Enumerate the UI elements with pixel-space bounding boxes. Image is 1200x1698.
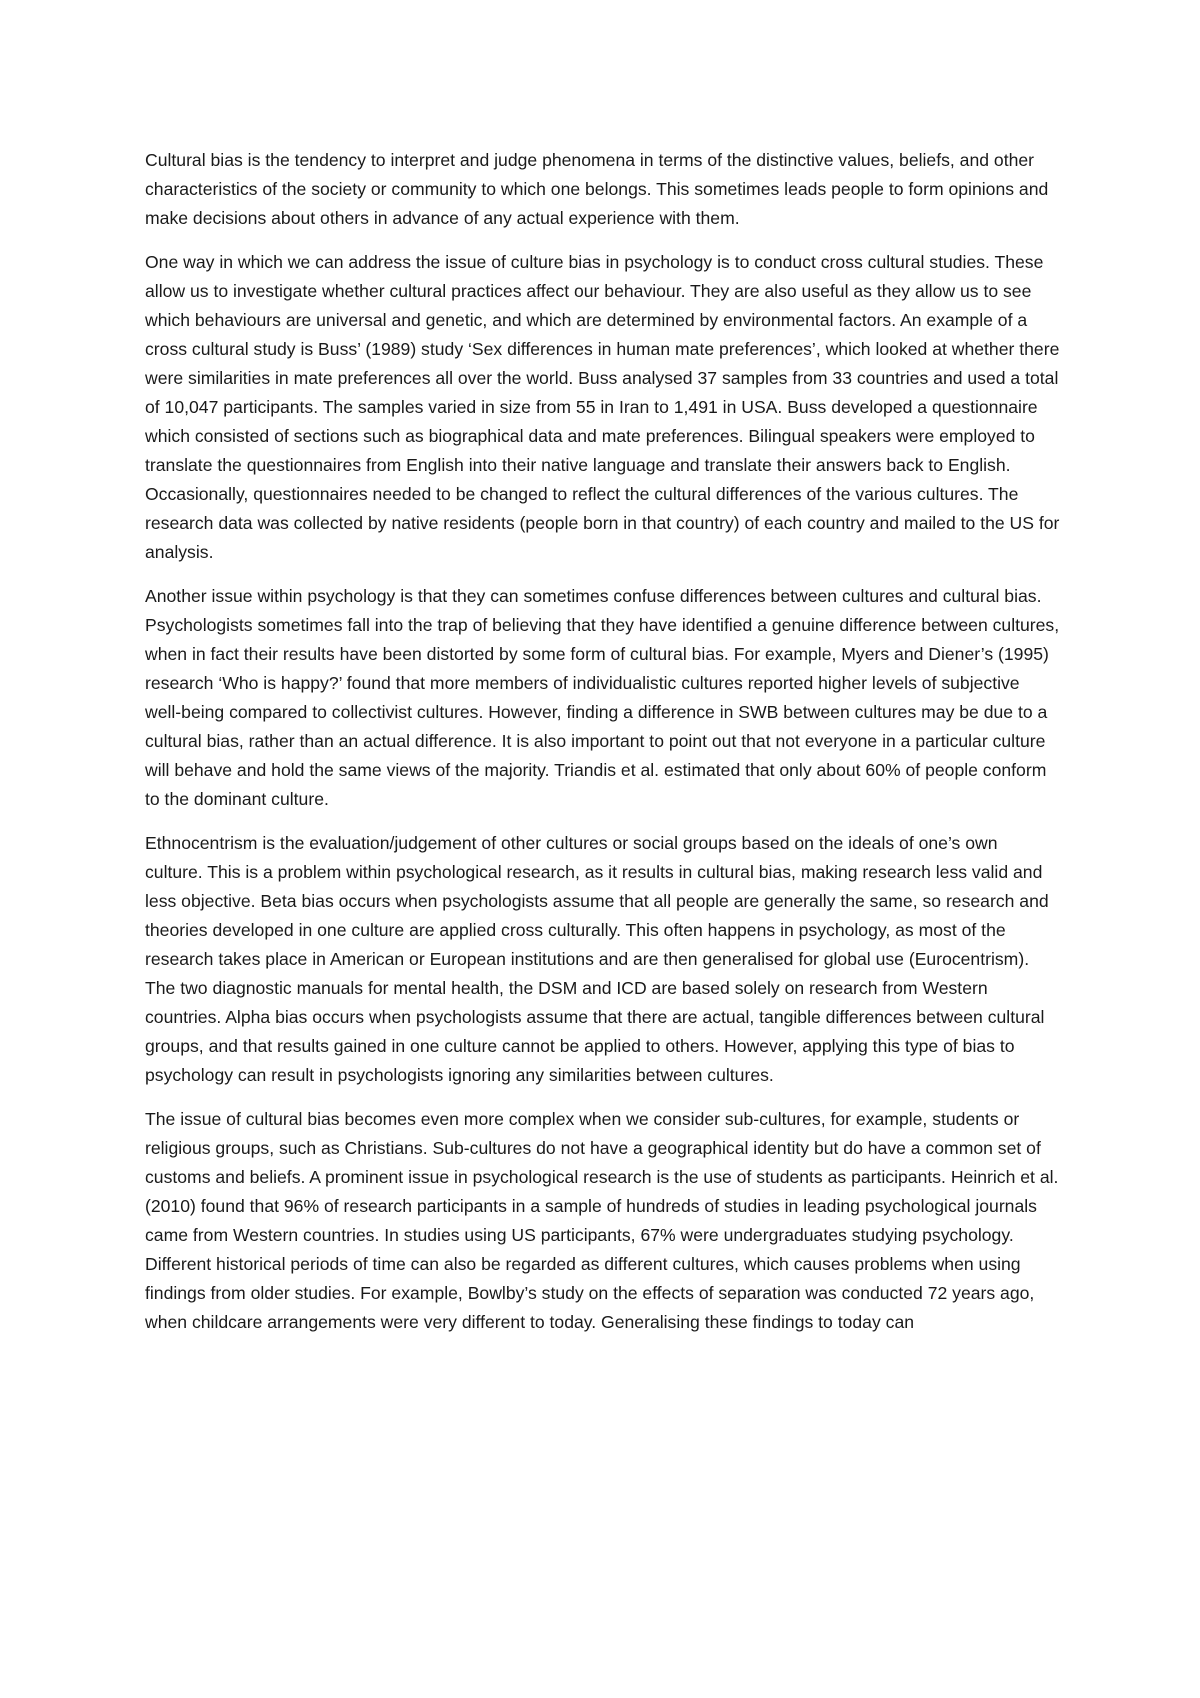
paragraph-cultural-bias-definition: Cultural bias is the tendency to interpret and judge phenomena in terms of the distinctive values, beliefs, and other characteristics of the society or community to which one belongs. This sometimes leads people to form opinions and make decisions about others in advance of any actual experience with them. (145, 150, 1049, 228)
paragraph-sub-cultures: The issue of cultural bias becomes even more complex when we consider sub-cultures, for example, students or religious groups, such as Christians. Sub-cultures do not have a geographical identity but do have a common set of customs and beliefs. A prominent issue in psychological research is the use of students as participants. Heinrich et al. (2010) found that 96% of research participants in a sample of hundreds of studies in leading psychological journals came from Western countries. In studies using US participants, 67% were undergraduates studying psychology. Different historical periods of time can also be regarded as different cultures, which causes problems when using findings from older studies. For example, Bowlby’s study on the effects of separation was conducted 72 years ago, when childcare arrangements were very different to today. Generalising these findings to today can (145, 1109, 1059, 1332)
paragraph-differences-vs-bias: Another issue within psychology is that they can sometimes confuse differences between cultures and cultural bias. Psychologists sometimes fall into the trap of believing that they have identified a genuine difference between cultures, when in fact their results have been distorted by some form of cultural bias. For example, Myers and Diener’s (1995) research ‘Who is happy?’ found that more members of individualistic cultures reported higher levels of subjective well-being compared to collectivist cultures. However, finding a difference in SWB between cultures may be due to a cultural bias, rather than an actual difference. It is also important to point out that not everyone in a particular culture will behave and hold the same views of the majority. Triandis et al. estimated that only about 60% of people conform to the dominant culture. (145, 586, 1060, 809)
document-body (145, 146, 1060, 1352)
paragraph-cross-cultural-studies: One way in which we can address the issue of culture bias in psychology is to conduct cross cultural studies. These allow us to investigate whether cultural practices affect our behaviour. They are also useful as they allow us to see which behaviours are universal and genetic, and which are determined by environmental factors. An example of a cross cultural study is Buss’ (1989) study ‘Sex differences in human mate preferences’, which looked at whether there were similarities in mate preferences all over the world. Buss analysed 37 samples from 33 countries and used a total of 10,047 participants. The samples varied in size from 55 in Iran to 1,491 in USA. Buss developed a questionnaire which consisted of sections such as biographical data and mate preferences. Bilingual speakers were employed to translate the questionnaires from English into their native language and translate their answers back to English. Occasionally, questionnaires needed to be changed to reflect the cultural differences of the various cultures. The research data was collected by native residents (people born in that country) of each country and mailed to the US for analysis. (145, 252, 1060, 562)
paragraph-ethnocentrism: Ethnocentrism is the evaluation/judgement of other cultures or social groups based on the ideals of one’s own culture. This is a problem within psychological research, as it results in cultural bias, making research less valid and less objective. Beta bias occurs when psychologists assume that all people are generally the same, so research and theories developed in one culture are applied cross culturally. This often happens in psychology, as most of the research takes place in American or European institutions and are then generalised for global use (Eurocentrism). The two diagnostic manuals for mental health, the DSM and ICD are based solely on research from Western countries. Alpha bias occurs when psychologists assume that there are actual, tangible differences between cultural groups, and that results gained in one culture cannot be applied to others. However, applying this type of bias to psychology can result in psychologists ignoring any similarities between cultures. (145, 833, 1049, 1085)
